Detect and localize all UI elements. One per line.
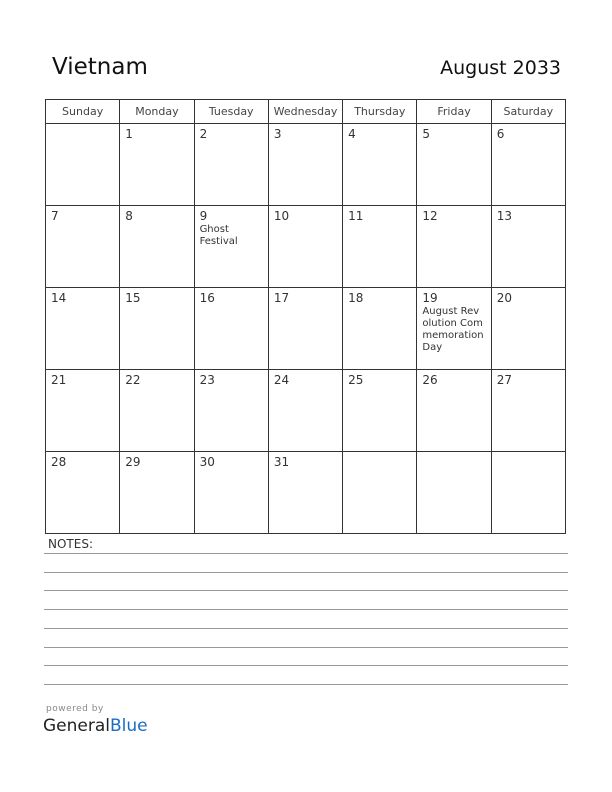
weekday-thursday: Thursday bbox=[343, 100, 417, 124]
weekday-wednesday: Wednesday bbox=[268, 100, 342, 124]
day-number: 30 bbox=[199, 455, 215, 469]
calendar-day-cell bbox=[491, 206, 565, 288]
day-number: 26 bbox=[422, 373, 438, 387]
day-number: 25 bbox=[348, 373, 364, 387]
day-number: 12 bbox=[422, 209, 438, 223]
calendar-day-cell bbox=[268, 206, 342, 288]
notes-line bbox=[44, 572, 568, 573]
holiday-event: August Revolution Commemoration Day bbox=[422, 306, 484, 353]
calendar-day-cell bbox=[194, 288, 268, 370]
calendar-day-cell bbox=[194, 206, 268, 288]
calendar-day-cell bbox=[268, 452, 342, 534]
notes-line bbox=[44, 684, 568, 685]
notes-line bbox=[44, 553, 568, 554]
calendar-day-cell bbox=[491, 452, 565, 534]
day-number: 4 bbox=[348, 127, 356, 141]
notes-line bbox=[44, 628, 568, 629]
brand-logo bbox=[43, 716, 148, 736]
day-number: 28 bbox=[51, 455, 67, 469]
day-number: 21 bbox=[51, 373, 67, 387]
notes-line bbox=[44, 665, 568, 666]
weekday-sunday: Sunday bbox=[46, 100, 120, 124]
brand-logo-blue: Blue bbox=[110, 716, 148, 736]
day-number: 18 bbox=[348, 291, 364, 305]
day-number: 13 bbox=[496, 209, 512, 223]
day-number: 31 bbox=[273, 455, 290, 469]
weekday-monday: Monday bbox=[120, 100, 194, 124]
calendar-day-cell bbox=[343, 370, 417, 452]
day-number: 23 bbox=[199, 373, 215, 387]
calendar-day-cell bbox=[120, 452, 194, 534]
calendar-day-cell bbox=[417, 452, 491, 534]
calendar-day-cell bbox=[343, 124, 417, 206]
day-number: 6 bbox=[496, 127, 505, 141]
calendar-day-cell bbox=[120, 370, 194, 452]
day-number: 5 bbox=[422, 127, 431, 141]
day-number: 17 bbox=[273, 291, 290, 305]
calendar-day-cell bbox=[491, 288, 565, 370]
calendar-day-cell bbox=[46, 206, 120, 288]
calendar-day-cell bbox=[120, 124, 194, 206]
calendar-day-cell bbox=[491, 370, 565, 452]
calendar-day-cell bbox=[417, 370, 491, 452]
day-number: 27 bbox=[496, 373, 512, 387]
calendar-day-cell bbox=[417, 206, 491, 288]
calendar-week-row bbox=[46, 452, 566, 534]
day-number: 16 bbox=[199, 291, 215, 305]
calendar-day-cell bbox=[491, 124, 565, 206]
calendar-day-cell bbox=[417, 124, 491, 206]
calendar-week-row bbox=[46, 288, 566, 370]
calendar-day-cell bbox=[46, 452, 120, 534]
calendar-week-row bbox=[46, 370, 566, 452]
powered-by-text: powered by bbox=[46, 704, 104, 714]
notes-label: NOTES: bbox=[48, 537, 93, 551]
notes-line bbox=[44, 609, 568, 610]
calendar-week-row bbox=[46, 124, 566, 206]
calendar-month-title: August 2033 bbox=[440, 57, 561, 79]
day-number: 29 bbox=[125, 455, 141, 469]
calendar-week-row bbox=[46, 206, 566, 288]
calendar-day-cell bbox=[120, 206, 194, 288]
notes-line bbox=[44, 590, 568, 591]
day-number: 3 bbox=[273, 127, 282, 141]
calendar-day-cell bbox=[194, 370, 268, 452]
day-number: 20 bbox=[496, 291, 512, 305]
calendar-day-cell bbox=[194, 452, 268, 534]
calendar-day-cell bbox=[268, 370, 342, 452]
weekday-friday: Friday bbox=[417, 100, 491, 124]
calendar-day-cell bbox=[343, 288, 417, 370]
day-number: 19 bbox=[422, 291, 438, 305]
day-number: 8 bbox=[125, 209, 133, 223]
weekday-header-row bbox=[46, 100, 566, 124]
calendar-day-cell bbox=[343, 452, 417, 534]
calendar-country-title: Vietnam bbox=[52, 54, 148, 80]
day-number: 24 bbox=[273, 373, 290, 387]
calendar-day-cell bbox=[268, 288, 342, 370]
day-number: 15 bbox=[125, 291, 141, 305]
calendar-day-cell bbox=[268, 124, 342, 206]
calendar-day-cell bbox=[46, 288, 120, 370]
day-number: 9 bbox=[199, 209, 208, 223]
calendar-day-cell bbox=[417, 288, 491, 370]
day-number: 2 bbox=[199, 127, 208, 141]
holiday-event: Ghost Festival bbox=[199, 224, 238, 247]
day-number: 22 bbox=[125, 373, 141, 387]
calendar-day-cell bbox=[46, 124, 120, 206]
notes-line bbox=[44, 647, 568, 648]
calendar-day-cell bbox=[194, 124, 268, 206]
weekday-saturday: Saturday bbox=[491, 100, 565, 124]
calendar-day-cell bbox=[120, 288, 194, 370]
day-number: 1 bbox=[125, 127, 133, 141]
brand-logo-general: General bbox=[43, 716, 110, 736]
day-number: 10 bbox=[273, 209, 290, 223]
calendar-day-cell bbox=[343, 206, 417, 288]
calendar-grid bbox=[45, 99, 566, 534]
day-number: 11 bbox=[348, 209, 364, 223]
day-number: 7 bbox=[51, 209, 59, 223]
weekday-tuesday: Tuesday bbox=[194, 100, 268, 124]
calendar-day-cell bbox=[46, 370, 120, 452]
day-number: 14 bbox=[51, 291, 67, 305]
